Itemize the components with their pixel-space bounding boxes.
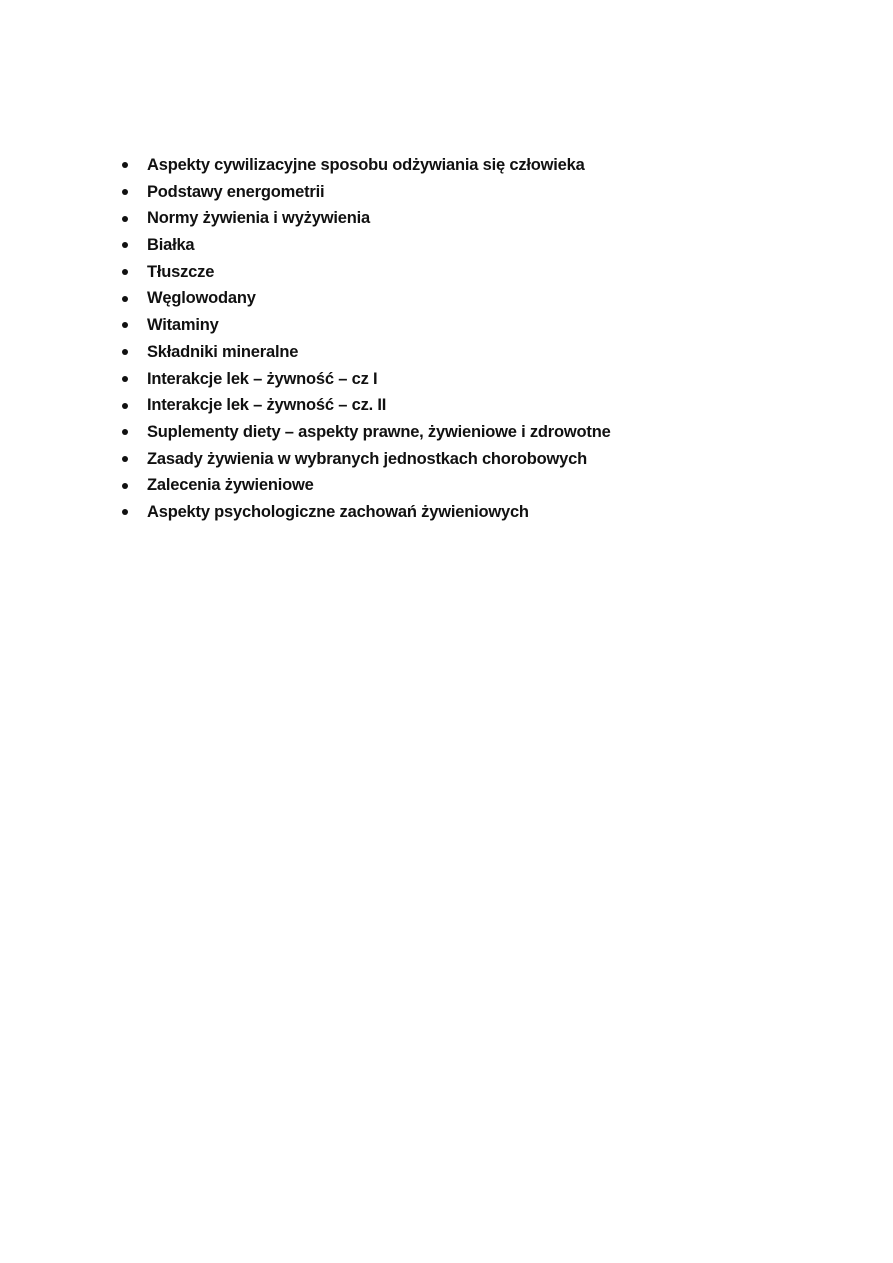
topic-label: Aspekty psychologiczne zachowań żywieniowych <box>147 502 529 521</box>
bullet-icon <box>122 349 128 355</box>
bullet-icon <box>122 456 128 462</box>
list-item <box>118 232 818 259</box>
bullet-icon <box>122 376 128 382</box>
list-item <box>118 285 818 312</box>
list-item <box>118 392 818 419</box>
bullet-icon <box>122 162 128 168</box>
list-item <box>118 472 818 499</box>
list-item <box>118 259 818 286</box>
list-item <box>118 152 818 179</box>
list-item <box>118 205 818 232</box>
bullet-icon <box>122 189 128 195</box>
list-item <box>118 499 818 526</box>
bullet-icon <box>122 242 128 248</box>
bullet-icon <box>122 483 128 489</box>
topic-label: Białka <box>147 236 195 255</box>
topic-label: Zalecenia żywieniowe <box>147 476 314 495</box>
list-item <box>118 312 818 339</box>
topic-label: Podstawy energometrii <box>147 182 325 201</box>
topic-label: Składniki mineralne <box>147 342 299 361</box>
list-item <box>118 179 818 206</box>
list-item <box>118 446 818 473</box>
topic-label: Interakcje lek – żywność – cz. II <box>147 396 387 415</box>
topic-label: Witaminy <box>147 316 219 335</box>
bullet-icon <box>122 216 128 222</box>
bullet-icon <box>122 322 128 328</box>
bullet-icon <box>122 429 128 435</box>
topic-list <box>118 152 818 526</box>
bullet-icon <box>122 509 128 515</box>
bullet-icon <box>122 296 128 302</box>
bullet-icon <box>122 269 128 275</box>
list-item <box>118 366 818 393</box>
topic-label: Aspekty cywilizacyjne sposobu odżywiania się człowieka <box>147 156 585 174</box>
topic-label: Zasady żywienia w wybranych jednostkach chorobowych <box>147 449 588 468</box>
topic-label: Suplementy diety – aspekty prawne, żywieniowe i zdrowotne <box>147 422 611 441</box>
topic-label: Węglowodany <box>147 289 256 308</box>
topic-label: Interakcje lek – żywność – cz I <box>147 369 378 388</box>
topic-label: Normy żywienia i wyżywienia <box>147 209 370 228</box>
list-item <box>118 339 818 366</box>
topic-label: Tłuszcze <box>147 262 215 281</box>
bullet-icon <box>122 403 128 409</box>
list-item <box>118 419 818 446</box>
